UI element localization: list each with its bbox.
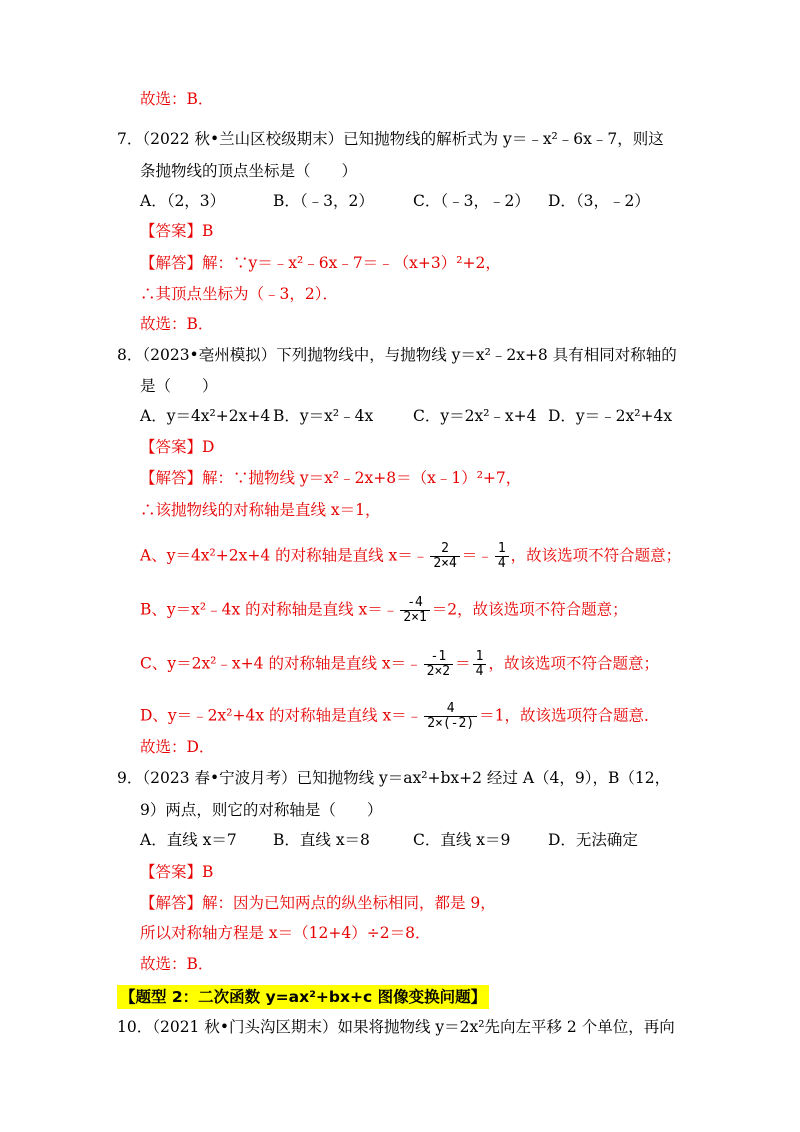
option-a-text: A、y＝4x²+2x+4 的对称轴是直线 x＝﹣ — [140, 546, 429, 565]
option-a: A．y＝4x²+2x+4 — [140, 407, 271, 425]
question-9-end: 故选：B． — [140, 955, 214, 973]
option-d-text: D、y＝﹣2x²+4x 的对称轴是直线 x＝﹣ — [140, 706, 423, 725]
fraction — [495, 542, 509, 571]
option-b: B．直线 x＝8 — [273, 831, 370, 849]
denominator: 2×2 — [426, 664, 451, 679]
solution-option-a — [140, 542, 681, 571]
question-10-line-1: 10．（2021 秋•门头沟区期末）如果将抛物线 y＝2x²先向左平移 2 个单位，再向 — [117, 1018, 675, 1036]
conclusion: ＝1，故该选项符合题意． — [479, 706, 660, 725]
option-c: C．直线 x＝9 — [413, 831, 511, 849]
numerator: -4 — [400, 596, 429, 611]
question-7-solution-1: 【解答】解：∵y＝﹣x²﹣6x﹣7＝﹣（x+3）²+2， — [140, 254, 501, 272]
question-8-options — [140, 405, 672, 427]
conclusion: ，故该选项不符合题意； — [488, 654, 659, 673]
denominator: 2×1 — [403, 610, 427, 625]
solution-option-b — [140, 596, 628, 625]
fraction — [424, 702, 477, 731]
question-9-options — [140, 829, 638, 851]
conclusion: ，故该选项不符合题意； — [510, 546, 682, 565]
question-7-options — [140, 190, 650, 212]
denominator: 2×4 — [433, 556, 457, 571]
option-c: C．（﹣3，﹣2） — [413, 192, 530, 210]
equals: ＝ — [455, 654, 471, 673]
question-8-line-1: 8．（2023•亳州模拟）下列抛物线中，与抛物线 y＝x²﹣2x+8 具有相同对称轴的 — [117, 346, 677, 364]
fraction — [400, 596, 429, 625]
solution-option-c — [140, 650, 659, 679]
question-9-solution-2: 所以对称轴方程是 x＝（12+4）÷2＝8． — [140, 924, 431, 942]
question-9-line-2: 9）两点，则它的对称轴是（ ） — [140, 801, 383, 819]
fraction — [430, 542, 459, 571]
question-7-line-1: 7．（2022 秋•兰山区校级期末）已知抛物线的解析式为 y＝﹣x²﹣6x﹣7，则这 — [117, 130, 664, 148]
solution-option-d — [140, 702, 660, 731]
section-heading: 【题型 2：二次函数 y=ax²+bx+c 图像变换问题】 — [117, 985, 489, 1009]
option-d: D．无法确定 — [548, 831, 638, 849]
option-a: A．（2，3） — [140, 192, 226, 210]
equals: ＝﹣ — [461, 546, 493, 565]
question-8-answer: 【答案】D — [140, 438, 215, 456]
conclusion: ＝2，故该选项不符合题意； — [431, 600, 628, 619]
question-8-line-2: 是（ ） — [140, 377, 218, 395]
numerator: -1 — [424, 650, 453, 665]
question-9-answer: 【答案】B — [140, 863, 214, 881]
question-9-line-1: 9．（2023 春•宁波月考）已知抛物线 y＝ax²+bx+2 经过 A（4，9），B（12， — [117, 769, 671, 787]
option-d: D．y＝﹣2x²+4x — [548, 407, 673, 425]
answer-choice-line: 故选：B． — [140, 90, 214, 108]
denominator: 2×(-2) — [427, 716, 475, 731]
option-a: A．直线 x＝7 — [140, 831, 237, 849]
fraction — [473, 650, 487, 679]
fraction — [424, 650, 453, 679]
option-b-text: B、y＝x²﹣4x 的对称轴是直线 x＝﹣ — [140, 600, 399, 619]
option-b: B．（﹣3，2） — [273, 192, 374, 210]
question-8-solution-1: 【解答】解：∵抛物线 y＝x²﹣2x+8＝（x﹣1）²+7， — [140, 469, 522, 487]
question-8-solution-2: ∴该抛物线的对称轴是直线 x＝1， — [140, 501, 381, 519]
option-b: B．y＝x²﹣4x — [273, 407, 374, 425]
question-7-solution-2: ∴其顶点坐标为（﹣3，2）． — [140, 285, 338, 303]
option-c-text: C、y＝2x²﹣x+4 的对称轴是直线 x＝﹣ — [140, 654, 422, 673]
question-9-solution-1: 【解答】解：因为已知两点的纵坐标相同，都是 9， — [140, 894, 496, 912]
question-7-line-2: 条抛物线的顶点坐标是（ ） — [140, 162, 358, 180]
question-7-end: 故选：B． — [140, 315, 214, 333]
question-7-answer: 【答案】B — [140, 222, 214, 240]
numerator: 4 — [424, 702, 477, 717]
denominator: 4 — [475, 664, 484, 679]
numerator: 1 — [473, 650, 487, 665]
option-c: C．y＝2x²﹣x+4 — [413, 407, 537, 425]
option-d: D．（3，﹣2） — [548, 192, 650, 210]
denominator: 4 — [497, 556, 506, 571]
numerator: 2 — [430, 542, 459, 557]
question-8-end: 故选：D． — [140, 738, 215, 756]
numerator: 1 — [495, 542, 509, 557]
